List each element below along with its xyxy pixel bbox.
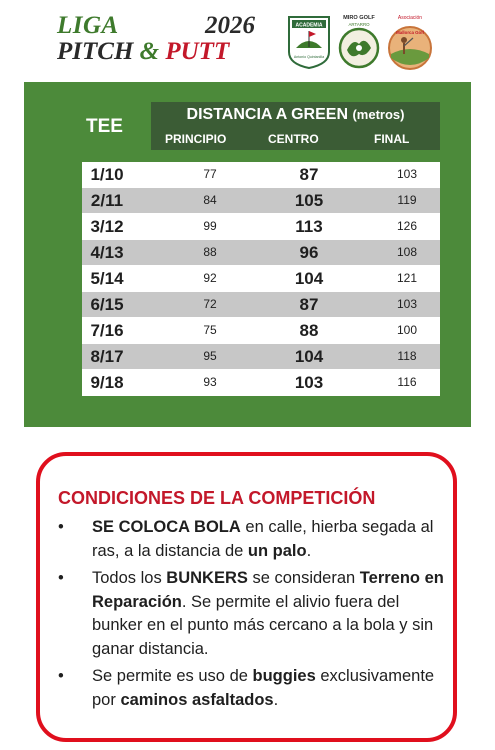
title-putt: PUTT <box>165 38 230 65</box>
tee-cell: 2/11 <box>90 191 124 210</box>
tee-cell: 1/10 <box>90 165 124 184</box>
condition-text: BUNKERS <box>166 569 248 587</box>
condition-text: buggies <box>252 667 316 685</box>
centro-cell: 96 <box>299 243 319 262</box>
bullet-icon: • <box>58 518 64 536</box>
tee-cell: 6/15 <box>90 295 124 314</box>
principio-cell: 93 <box>203 375 217 389</box>
association-logo <box>386 12 434 72</box>
distance-board <box>24 82 471 427</box>
condition-text: Terreno en Reparación <box>92 569 444 611</box>
distance-header-text: DISTANCIA A GREEN <box>186 106 348 123</box>
tee-cell: 9/18 <box>90 373 124 392</box>
final-cell: 126 <box>396 219 418 233</box>
condition-text: . <box>306 541 312 560</box>
condition-text: se consideran <box>247 569 360 587</box>
principio-cell: 75 <box>203 323 217 337</box>
table-row <box>82 240 440 266</box>
table-row <box>82 318 440 344</box>
tee-cell: 5/14 <box>90 269 124 288</box>
distance-table <box>82 162 440 396</box>
table-row <box>82 188 440 214</box>
centro-cell: 113 <box>295 217 323 236</box>
table-row <box>82 214 440 240</box>
condition-text: un palo <box>247 541 307 560</box>
table-row <box>82 266 440 292</box>
principio-cell: 95 <box>203 349 217 363</box>
condition-text: caminos asfaltados <box>120 690 274 709</box>
final-cell: 119 <box>397 193 417 207</box>
conditions-title: CONDICIONES DE LA COMPETICIÓN <box>58 488 376 508</box>
academia-logo-subtext: Antonio Quintanilla <box>293 55 325 59</box>
miro-golf-logo-subtext: ARTARRO <box>348 22 370 27</box>
centro-cell: 88 <box>299 321 319 340</box>
miro-golf-logo-text: MIRO GOLF <box>343 15 375 21</box>
tee-header: TEE <box>86 116 123 137</box>
bullet-icon: • <box>58 569 64 587</box>
distance-header-box <box>151 102 440 150</box>
association-logo-text: Asociación <box>397 15 423 21</box>
condition-text: Se permite es uso de <box>92 667 253 685</box>
table-row <box>82 344 440 370</box>
final-cell: 116 <box>397 375 417 389</box>
academia-logo <box>286 14 332 70</box>
condition-text: exclusivamente por <box>92 667 435 709</box>
condition-text: . Se permite el alivio fuera del bunker en el punto más cercano a la bola y sin ganar distancia. <box>92 592 434 658</box>
distance-unit: (metros) <box>352 107 405 122</box>
centro-cell: 87 <box>299 165 319 184</box>
condition-item <box>54 567 454 661</box>
principio-cell: 88 <box>203 245 217 259</box>
table-row <box>82 162 440 188</box>
conditions-list <box>54 516 454 716</box>
centro-cell: 104 <box>294 269 324 288</box>
condition-text: . <box>273 690 279 709</box>
condition-item <box>54 665 454 712</box>
centro-cell: 105 <box>294 191 324 210</box>
centro-cell: 103 <box>294 373 324 392</box>
condition-text: en calle, hierba segada al ras, a la distancia de <box>92 518 434 560</box>
title-amp: & <box>139 38 160 65</box>
tee-cell: 3/12 <box>90 217 124 236</box>
principio-cell: 84 <box>203 193 217 207</box>
table-row <box>82 370 440 396</box>
table-row <box>82 292 440 318</box>
principio-cell: 72 <box>203 297 217 311</box>
title-pitch-putt <box>57 38 229 66</box>
tee-cell: 4/13 <box>90 243 124 262</box>
final-cell: 103 <box>396 297 418 311</box>
principio-cell: 92 <box>203 271 217 285</box>
final-cell: 103 <box>396 167 418 181</box>
final-cell: 108 <box>396 245 418 259</box>
title-liga: LIGA <box>57 12 119 39</box>
tee-cell: 8/17 <box>90 347 124 366</box>
column-centro: CENTRO <box>268 132 319 146</box>
title-year: 2026 <box>205 12 255 39</box>
final-cell: 121 <box>396 271 418 285</box>
academia-logo-text: ACADEMIA <box>295 22 323 29</box>
miro-golf-logo <box>337 12 381 70</box>
principio-cell: 77 <box>203 167 217 181</box>
centro-cell: 87 <box>299 295 319 314</box>
final-cell: 100 <box>396 323 418 337</box>
column-principio: PRINCIPIO <box>165 132 227 146</box>
condition-item <box>54 516 454 563</box>
condition-text: SE COLOCA BOLA <box>92 518 241 536</box>
association-logo-subtext: Mallorca Golf <box>396 30 424 35</box>
tee-cell: 7/16 <box>90 321 124 340</box>
column-final: FINAL <box>374 132 410 146</box>
bullet-icon: • <box>58 667 64 685</box>
header <box>0 0 495 80</box>
final-cell: 118 <box>397 349 417 363</box>
principio-cell: 99 <box>203 219 217 233</box>
title-pitch: PITCH <box>57 38 134 65</box>
centro-cell: 104 <box>294 347 324 366</box>
distance-header <box>151 106 440 124</box>
condition-text: Todos los <box>92 569 167 587</box>
conditions-box <box>36 452 457 742</box>
